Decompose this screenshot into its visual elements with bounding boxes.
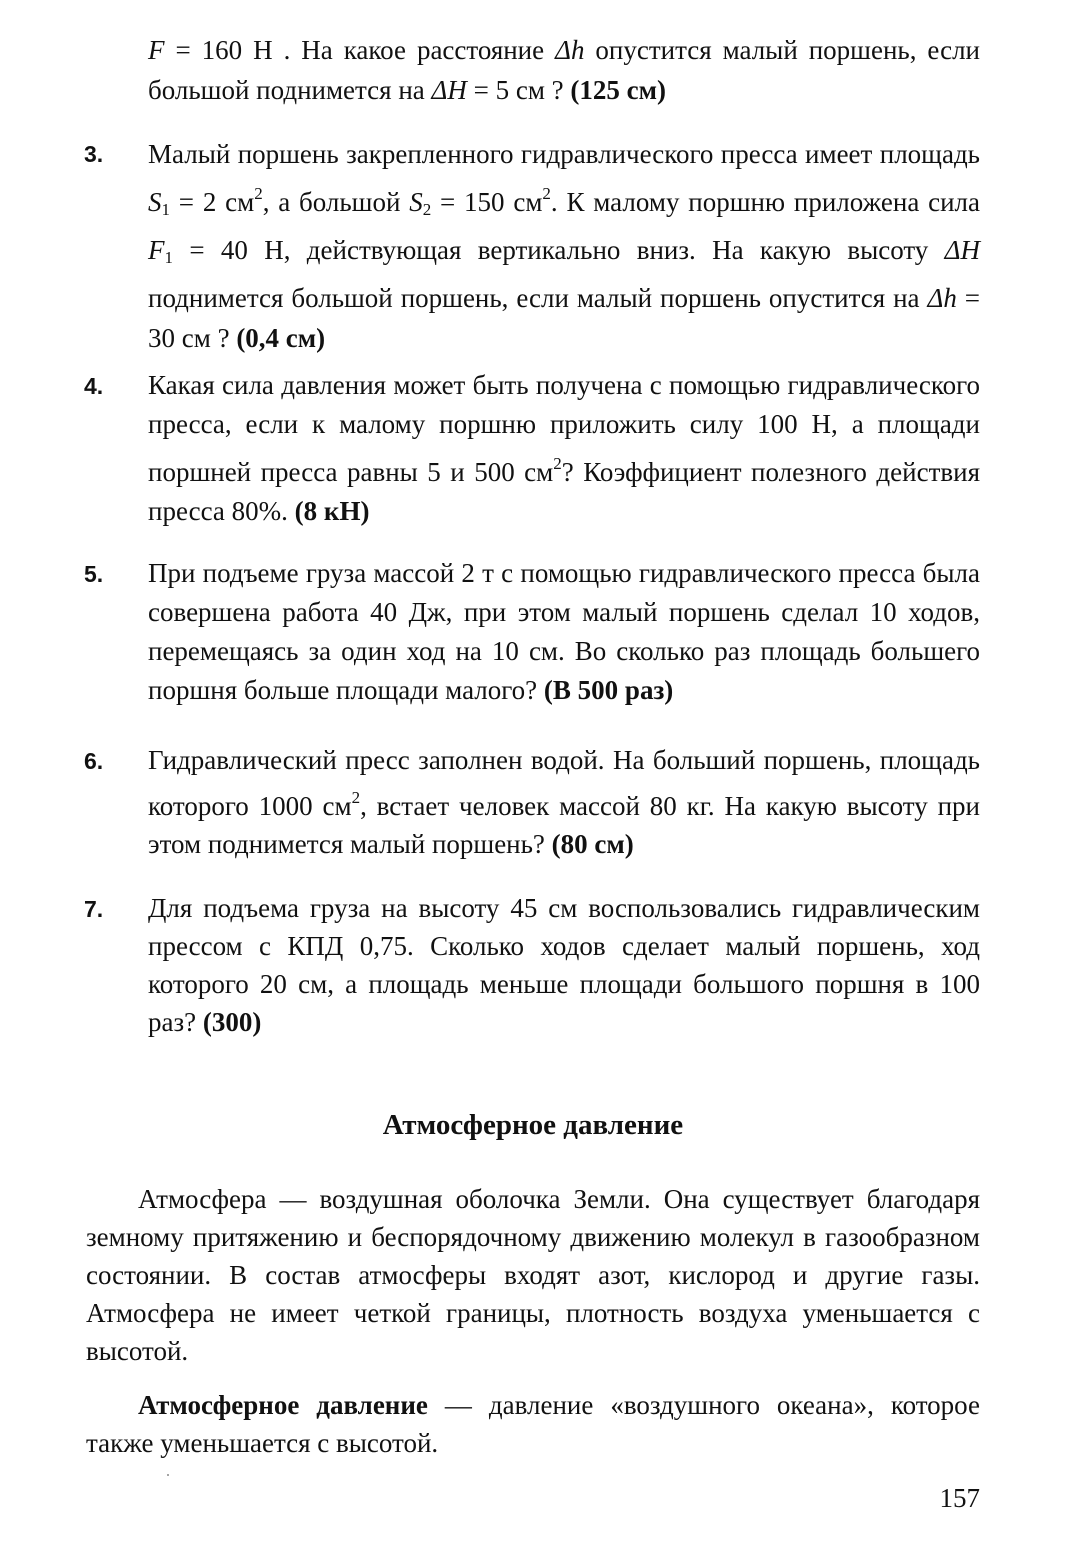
problem-text: Гидравлический пресс заполнен водой. На больший поршень, площадь которого 1000 $см^2$, встает человек массой 80 кг. На какую высоту при этом поднимется малый поршень? (80 см) [148,745,980,859]
paragraph-atmosphere: Атмосфера — воздушная оболочка Земли. Она существует благодаря земному притяжению и беспорядочному движению молекул в газообразном состоянии. В состав атмосферы входят азот, кислород и другие газы. Атмосфера не имеет четкой границы, плотность воздуха уменьшается с высотой. [86,1184,980,1366]
answer: (0,4 см) [236,323,326,353]
problem-number: 7. [84,896,104,922]
answer: (300) [202,1007,262,1037]
problem-text: Малый поршень закрепленного гидравлического пресса имеет площадь $S_1 = 2$ $см^2$, а большой $S_2 = 150$ $см^2$. К малому поршню приложена сила $F_1 = 40$ Н, действующая вертикально вниз. На какую высоту ΔH поднимется большой поршень, если малый поршень опустится на Δh = 30 см ? (0,4 см) [148,139,980,353]
problem-text: Для подъема груза на высоту 45 см воспользовались гидравлическим прессом с КПД 0,75. Сколько ходов сделает малый поршень, ход которого 20 см, а площадь меньше площади большого поршня в 100 раз? (300) [148,893,980,1037]
answer: (125 см) [570,75,666,105]
problem-text: Какая сила давления может быть получена с помощью гидравлического пресса, если к малому поршню приложить силу 100 Н, а площади поршней пресса равны 5 и 500 $см^2$? Коэффициент полезного действия пресса 80%. (8 кН) [148,370,980,526]
problem-2-continuation: F = 160 Н . На какое расстояние Δh опустится малый поршень, если большой поднимется на ΔH = 5 см ? (125 см) [148,35,980,105]
paragraph-atmospheric-pressure: Атмосферное давление — давление «воздушного океана», которое также уменьшается с высотой. [86,1390,980,1458]
answer: (8 кН) [294,496,370,526]
problem-number: 6. [84,748,104,774]
problem-number: 5. [84,561,104,587]
problem-number: 4. [84,373,104,399]
problem-text: При подъеме груза массой 2 т с помощью гидравлического пресса была совершена работа 40 Дж, при этом малый поршень сделал 10 ходов, перемещаясь за один ход на 10 см. Во сколько раз площадь большего поршня больше площади малого? (В 500 раз) [148,558,980,705]
term: Атмосферное давление [138,1390,428,1420]
problem-number: 3. [84,141,104,167]
section-heading: Атмосферное давление [382,1109,684,1141]
answer: (80 см) [551,829,634,859]
answer: (В 500 раз) [543,675,674,705]
force-symbol: F [148,35,165,65]
page-number: 157 [939,1483,980,1513]
speck [167,1474,169,1476]
